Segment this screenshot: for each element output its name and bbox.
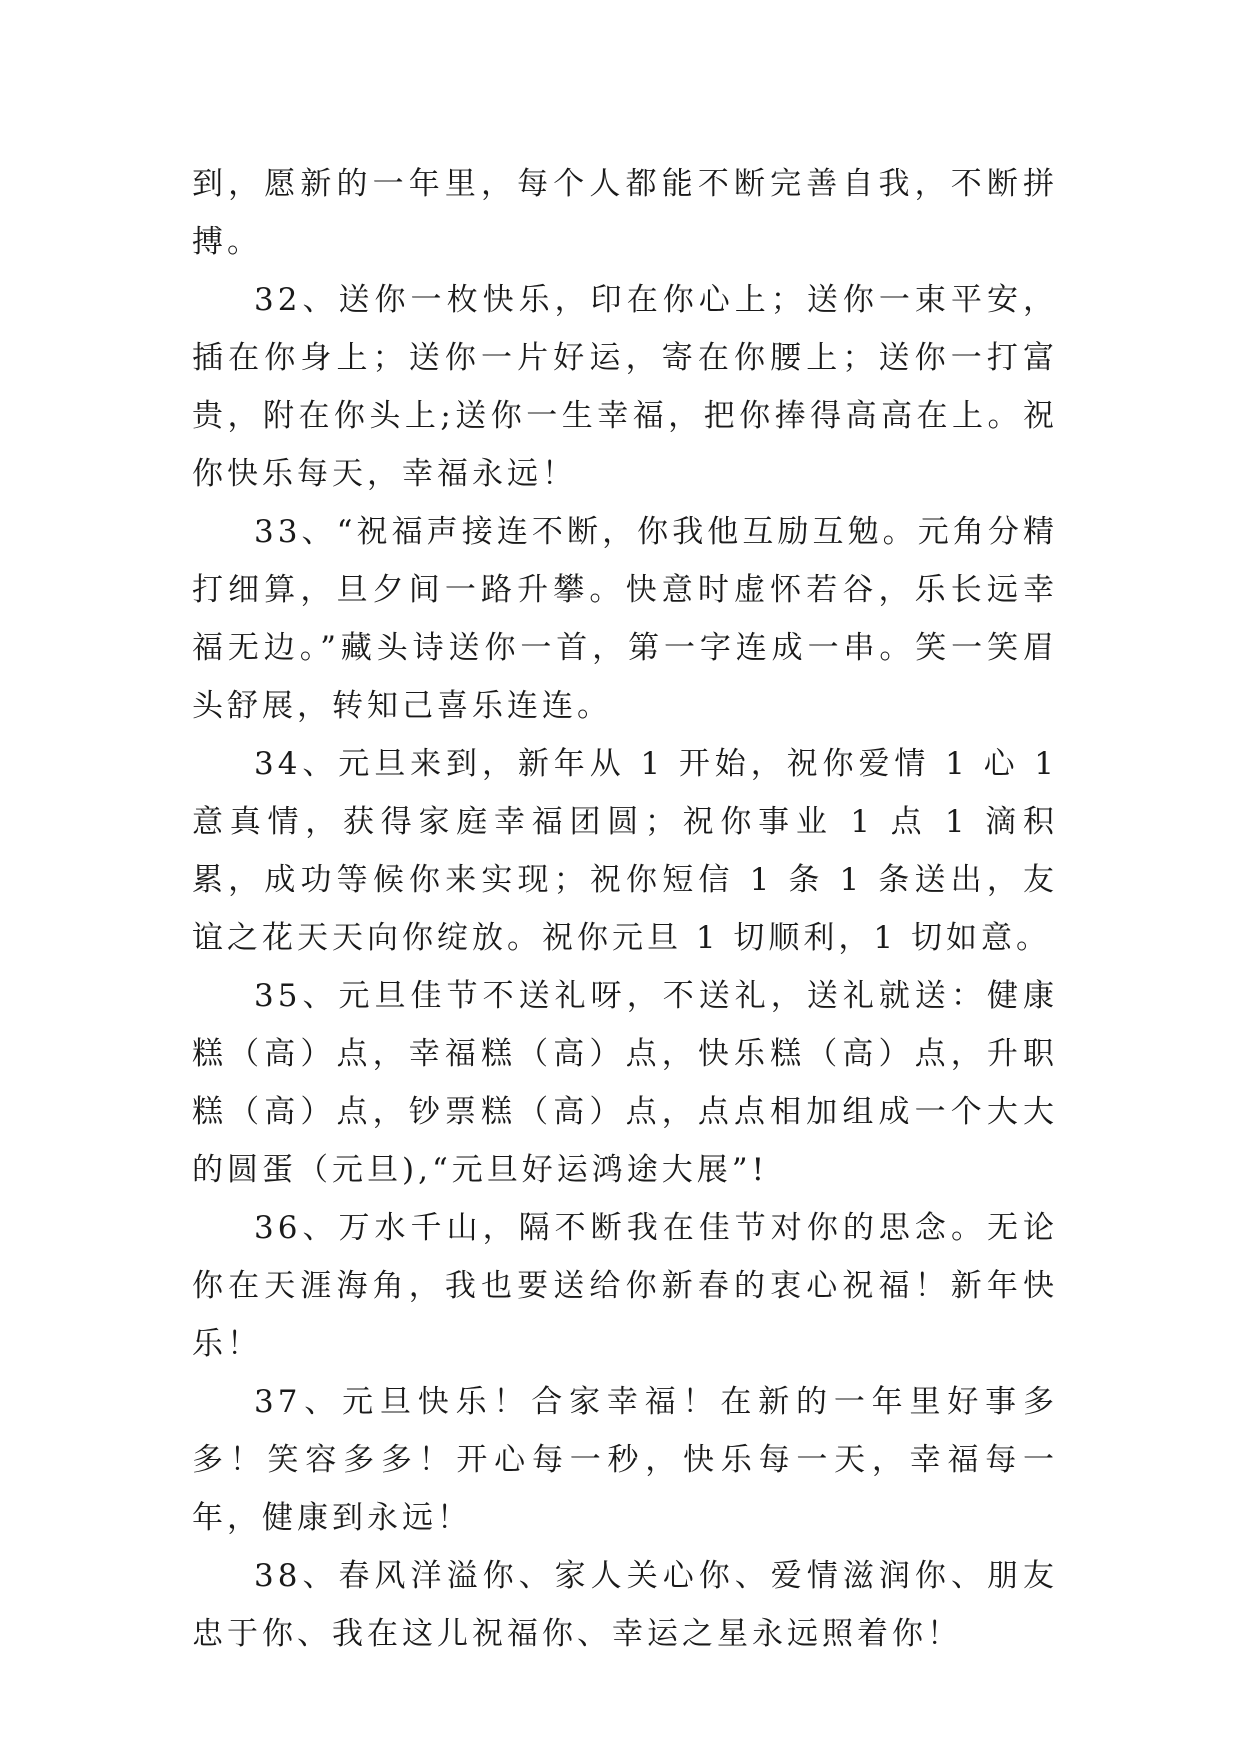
paragraph-continuation: 到，愿新的一年里，每个人都能不断完善自我，不断拼搏。 [192, 166, 1058, 260]
document-body [192, 155, 1058, 1663]
paragraph-33: 33、“祝福声接连不断，你我他互励互勉。元角分精打细算，旦夕间一路升攀。快意时虚怀若谷，乐长远幸福无边。”藏头诗送你一首，第一字连成一串。笑一笑眉头舒展，转知己喜乐连连。 [192, 514, 1058, 724]
paragraph-35: 35、元旦佳节不送礼呀，不送礼，送礼就送：健康糕（高）点，幸福糕（高）点，快乐糕（高）点，升职糕（高）点，钞票糕（高）点，点点相加组成一个大大的圆蛋（元旦),“元旦好运鸿途大展”! [192, 978, 1058, 1188]
paragraph-34: 34、元旦来到，新年从 1 开始，祝你爱情 1 心 1 意真情，获得家庭幸福团圆；祝你事业 1 点 1 滴积累，成功等候你来实现；祝你短信 1 条 1 条送出，友谊之花天天向你绽放。祝你元旦 1 切顺利，1 切如意。 [192, 746, 1058, 956]
paragraph-37: 37、元旦快乐！合家幸福！在新的一年里好事多多！笑容多多！开心每一秒，快乐每一天，幸福每一年，健康到永远！ [192, 1384, 1058, 1536]
paragraph-38: 38、春风洋溢你、家人关心你、爱情滋润你、朋友忠于你、我在这儿祝福你、幸运之星永远照着你！ [192, 1558, 1058, 1652]
paragraph-36: 36、万水千山，隔不断我在佳节对你的思念。无论你在天涯海角，我也要送给你新春的衷心祝福！新年快乐！ [192, 1210, 1058, 1362]
paragraph-32: 32、送你一枚快乐，印在你心上；送你一束平安，插在你身上；送你一片好运，寄在你腰上；送你一打富贵，附在你头上;送你一生幸福，把你捧得高高在上。祝你快乐每天，幸福永远！ [192, 282, 1058, 492]
